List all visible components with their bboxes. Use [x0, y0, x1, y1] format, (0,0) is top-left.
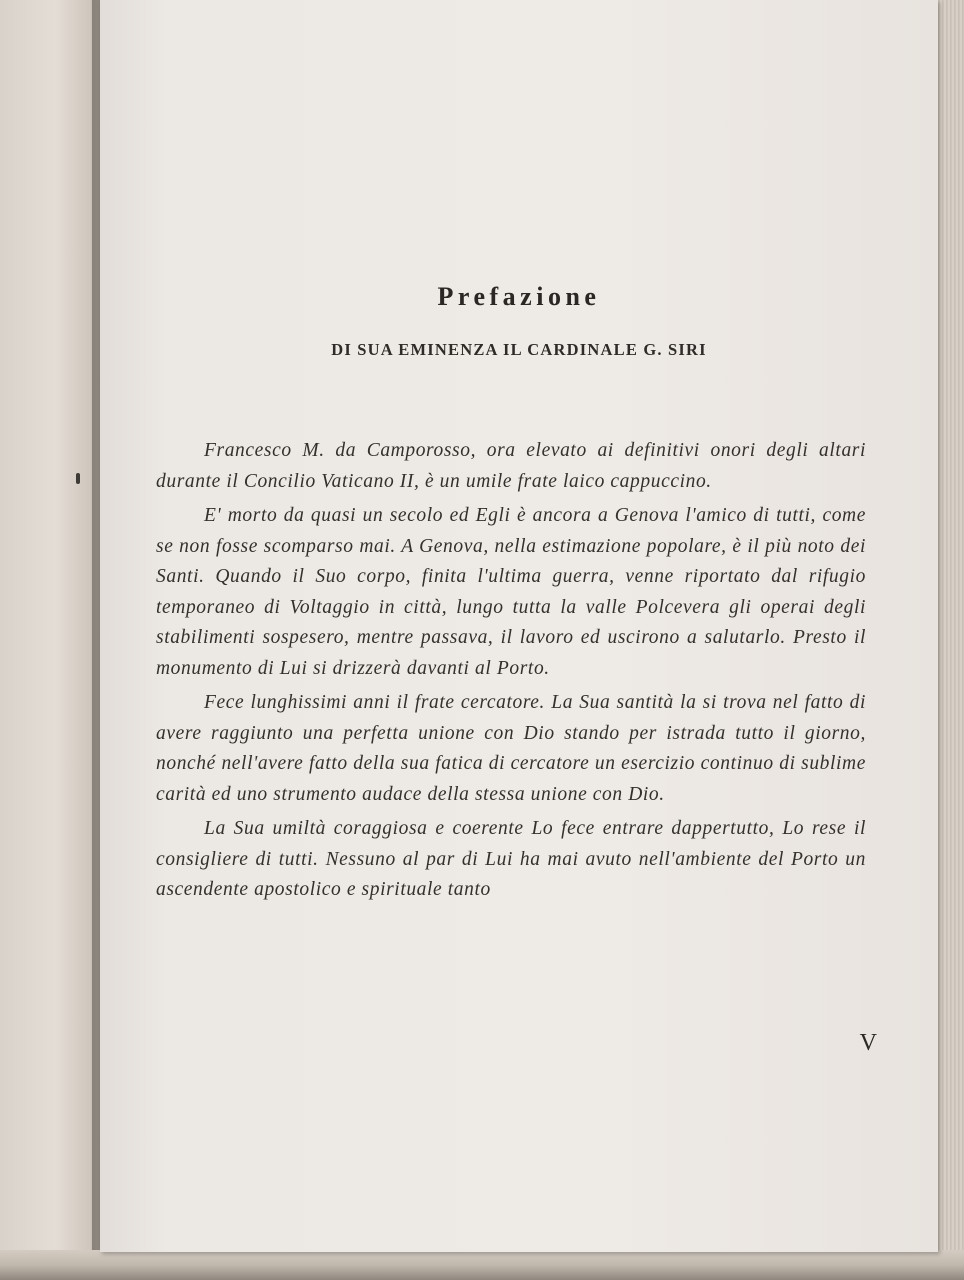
paragraph-1: Francesco M. da Camporosso, ora elevato ai definitivi onori degli altari durante il Concilio Vaticano II, è un umile frate laico cappuccino.	[156, 440, 866, 492]
page-title: Prefazione	[437, 282, 601, 311]
paragraph-4: La Sua umiltà coraggiosa e coerente Lo fece entrare dappertutto, Lo rese il consigliere di tutti. Nessuno al par di Lui ha mai avuto nell'ambiente del Porto un ascendente apostolico e spirituale tanto	[156, 818, 866, 900]
bottom-page-edge	[0, 1250, 964, 1280]
page-number: V	[859, 1030, 877, 1056]
page-edge-stack	[936, 0, 964, 1280]
book-page	[100, 0, 938, 1252]
facing-left-page	[0, 0, 100, 1280]
body-text	[156, 436, 866, 910]
page-subtitle: DI SUA EMINENZA IL CARDINALE G. SIRI	[331, 340, 707, 359]
paragraph-2: E' morto da quasi un secolo ed Egli è ancora a Genova l'amico di tutti, come se non fosse scomparso mai. A Genova, nella estimazione popolare, è il più noto dei Santi. Quando il Suo corpo, finita l'ultima guerra, venne riportato dal rifugio temporaneo di Voltaggio in città, lungo tutta la valle Polcevera gli operai degli stabilimenti sospesero, mentre passava, il lavoro ed uscirono a salutarlo. Presto il monumento di Lui si drizzerà davanti al Porto.	[156, 505, 866, 679]
binding-mark	[76, 473, 80, 484]
paragraph-3: Fece lunghissimi anni il frate cercatore. La Sua santità la si trova nel fatto di avere raggiunto una perfetta unione con Dio stando per istrada tutto il giorno, nonché nell'avere fatto della sua fatica di cercatore un esercizio continuo di sublime carità ed uno strumento audace della stessa unione con Dio.	[156, 692, 866, 805]
